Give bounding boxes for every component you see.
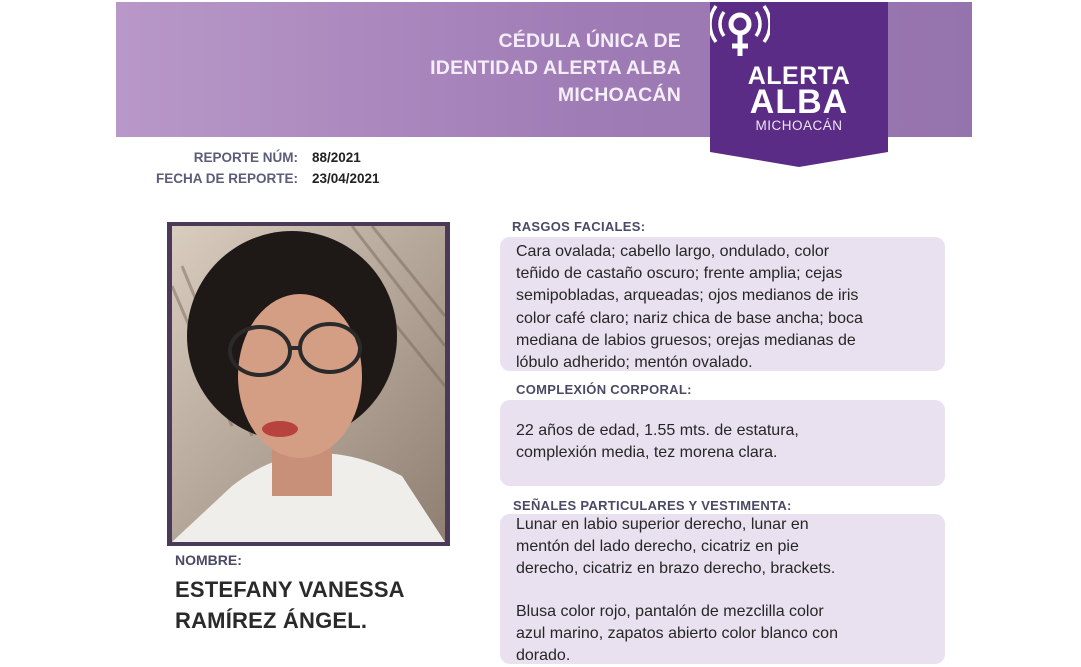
title-line-1: CÉDULA ÚNICA DE bbox=[498, 30, 681, 52]
marks-clothing-box bbox=[500, 514, 945, 664]
marks-clothing-label: SEÑALES PARTICULARES Y VESTIMENTA: bbox=[513, 498, 792, 513]
facial-features-label: RASGOS FACIALES: bbox=[512, 219, 646, 234]
facial-features-text bbox=[516, 241, 927, 374]
marks-clothing-text bbox=[516, 514, 927, 667]
title-line-3: MICHOACÁN bbox=[557, 84, 681, 106]
facial-line: lóbulo adherido; mentón ovalado. bbox=[516, 354, 753, 372]
facial-line: color café claro; nariz chica de base ancha; boca bbox=[516, 309, 863, 327]
facial-line: mediana de labios gruesos; orejas medianas de bbox=[516, 331, 856, 349]
facial-line: Cara ovalada; cabello largo, ondulado, color bbox=[516, 243, 830, 260]
body-line: complexión media, tez morena clara. bbox=[516, 444, 778, 462]
facial-line: semipobladas, arqueadas; ojos medianos de iris bbox=[516, 287, 859, 305]
photo-frame bbox=[167, 222, 450, 546]
marks-line: derecho, cicatriz en brazo derecho, brackets. bbox=[516, 560, 836, 578]
person-name-line-1: ESTEFANY VANESSA bbox=[175, 577, 405, 602]
body-line: 22 años de edad, 1.55 mts. de estatura, bbox=[516, 422, 799, 439]
title-line-2: IDENTIDAD ALERTA ALBA bbox=[430, 57, 681, 79]
logo-word-alerta: ALERTA bbox=[747, 62, 851, 90]
clothing-line: Blusa color rojo, pantalón de mezclilla color bbox=[516, 602, 824, 620]
female-symbol-broadcast-icon bbox=[710, 2, 770, 64]
report-number-label: REPORTE NÚM: bbox=[193, 150, 298, 165]
document-title bbox=[416, 28, 681, 109]
facial-features-box bbox=[500, 237, 945, 371]
report-date-label: FECHA DE REPORTE: bbox=[155, 171, 298, 186]
logo-word-alba: ALBA bbox=[749, 83, 849, 121]
alerta-alba-logo bbox=[710, 2, 888, 167]
facial-line: teñido de castaño oscuro; frente amplia; cejas bbox=[516, 265, 843, 283]
portrait-illustration bbox=[172, 226, 445, 542]
clothing-line: dorado. bbox=[516, 647, 571, 665]
body-build-box bbox=[500, 400, 945, 486]
person-name-line-2: RAMÍREZ ÁNGEL. bbox=[175, 608, 368, 633]
body-build-label: COMPLEXIÓN CORPORAL: bbox=[516, 382, 692, 397]
name-label: NOMBRE: bbox=[175, 552, 242, 568]
clothing-line: azul marino, zapatos abierto color blanco con bbox=[516, 624, 838, 642]
report-number-value: 88/2021 bbox=[312, 150, 361, 165]
body-build-text bbox=[516, 420, 927, 464]
report-date-value: 23/04/2021 bbox=[312, 171, 380, 186]
marks-line bbox=[516, 581, 927, 601]
logo-region: MICHOACÁN bbox=[755, 118, 843, 133]
missing-person-photo bbox=[172, 226, 445, 542]
marks-line: Lunar en labio superior derecho, lunar en bbox=[516, 516, 809, 533]
marks-line: mentón del lado derecho, cicatriz en pie bbox=[516, 538, 799, 556]
